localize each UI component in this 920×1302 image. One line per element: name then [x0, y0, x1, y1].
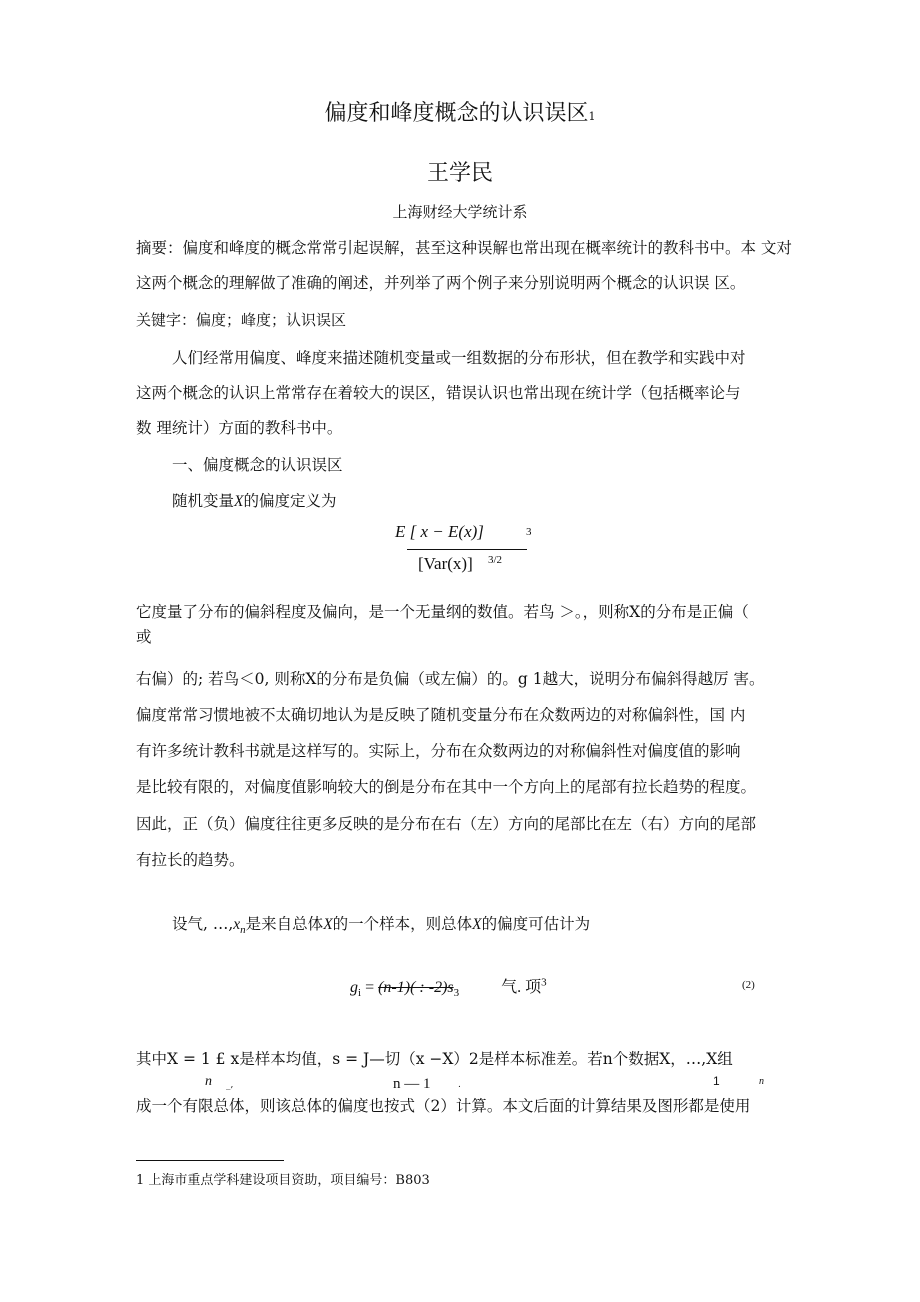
paper-title [0, 96, 920, 127]
intro-line-3: 数 理统计）方面的教科书中。 [136, 419, 343, 437]
sample-var-X1: X [323, 916, 333, 933]
abstract-line-1: 摘要：偏度和峰度的概念常常引起误解，甚至这种误解也常出现在概率统计的教科书中。本 文对 [136, 239, 792, 257]
para2-line-2: 或 [136, 628, 152, 646]
mean-sub-dots: _, [226, 1080, 234, 1090]
formula2-fraction-sub: 3 [453, 987, 460, 1000]
sample-var-X2: X [472, 916, 482, 933]
section-heading-1: 一、偏度概念的认识误区 [172, 456, 343, 474]
para2-line-8: 有拉长的趋势。 [136, 851, 245, 869]
para2-line-5: 有许多统计教科书就是这样写的。实际上，分布在众数两边的对称偏斜性对偏度值的影响 [136, 742, 741, 760]
para2-line-7: 因此，正（负）偏度往往更多反映的是分布在右（左）方向的尾部比在左（右）方向的尾部 [136, 815, 757, 833]
formula-denominator-exponent: 3/2 [488, 554, 503, 566]
def-text-c: 的偏度定义为 [243, 492, 337, 510]
def-text-a: 随机变量 [172, 492, 235, 510]
keywords: 关键字：偏度；峰度；认识误区 [136, 311, 347, 329]
abstract-line-2: 这两个概念的理解做了准确的阐述，并列举了两个例子来分别说明两个概念的认识误 区。 [136, 274, 746, 292]
affiliation: 上海财经大学统计系 [392, 203, 528, 221]
sample-text-h: 的偏度可估计为 [481, 915, 591, 933]
title-text: 偏度和峰度概念的认识误区 [324, 101, 589, 126]
def-variable: X [234, 493, 244, 510]
formula2-fraction: (n-1)( : -2)s [378, 979, 454, 996]
formula-denominator: [Var(x)] [418, 554, 473, 573]
sample-var-x: x [233, 916, 241, 933]
formula2-lhs: g [350, 979, 358, 996]
fraction-bar [407, 549, 527, 550]
para2-line-1: 它度量了分布的偏斜程度及偏向，是一个无量纲的数值。若鸟 ＞。，则称X的分布是正偏（ [136, 603, 749, 621]
mean-sub-one: 1 [713, 1074, 720, 1088]
para2-line-6: 是比较有限的，对偏度值影响较大的倒是分布在其中一个方向上的尾部有拉长趋势的程度。 [136, 778, 757, 796]
formula-numerator-exponent: 3 [526, 526, 532, 538]
sample-text-d: 是来自总体 [245, 915, 324, 933]
intro-line-2: 这两个概念的认识上常常存在着较大的误区，错误认识也常出现在统计学（包括概率论与 [136, 384, 741, 402]
mean-sub-n3: n [759, 1076, 764, 1087]
sample-line [172, 912, 590, 936]
mean-sub-n-minus-1: n — 1 [393, 1076, 431, 1092]
footnote-rule [136, 1160, 284, 1161]
sample-text-f: 的一个样本，则总体 [332, 915, 473, 933]
formula2-lhs-sub: i [358, 987, 362, 1000]
formula2-rhs: 气. 项 [501, 979, 542, 996]
sample-skewness-formula [350, 974, 547, 999]
formula-numerator: E [ x − E(x)] [395, 522, 484, 541]
title-footnote-marker: 1 [588, 110, 596, 123]
mean-sub-n1: n [205, 1074, 212, 1089]
formula2-equals: = [361, 979, 379, 996]
para2-line-3: 右偏）的; 若鸟＜0, 则称X的分布是负偏（或左偏）的。g 1越大，说明分布偏斜得越厉 害。 [136, 670, 765, 688]
para2-line-4: 偏度常常习惯地被不太确切地认为是反映了随机变量分布在众数两边的对称偏斜性，国 内 [136, 706, 746, 724]
formula2-rhs-sup: 3 [541, 976, 547, 989]
definition-line [172, 489, 337, 511]
mean-line: 其中X = 1 £ x是样本均值，s = J—切（x −X）2是样本标准差。若n个数据X，…,X组 [136, 1050, 733, 1068]
last-line: 成一个有限总体，则该总体的偏度也按式（2）计算。本文后面的计算结果及图形都是使用 [136, 1097, 751, 1115]
author-name: 王学民 [426, 161, 493, 186]
equation-number: (2) [742, 979, 755, 991]
sample-sub-n: n [240, 924, 246, 937]
footnote: 1 上海市重点学科建设项目资助，项目编号：B803 [136, 1173, 430, 1188]
intro-line-1: 人们经常用偏度、峰度来描述随机变量或一组数据的分布形状，但在教学和实践中对 [172, 349, 746, 367]
sample-text-a: 设气, …, [172, 915, 234, 933]
mean-sub-dot: . [458, 1080, 461, 1090]
